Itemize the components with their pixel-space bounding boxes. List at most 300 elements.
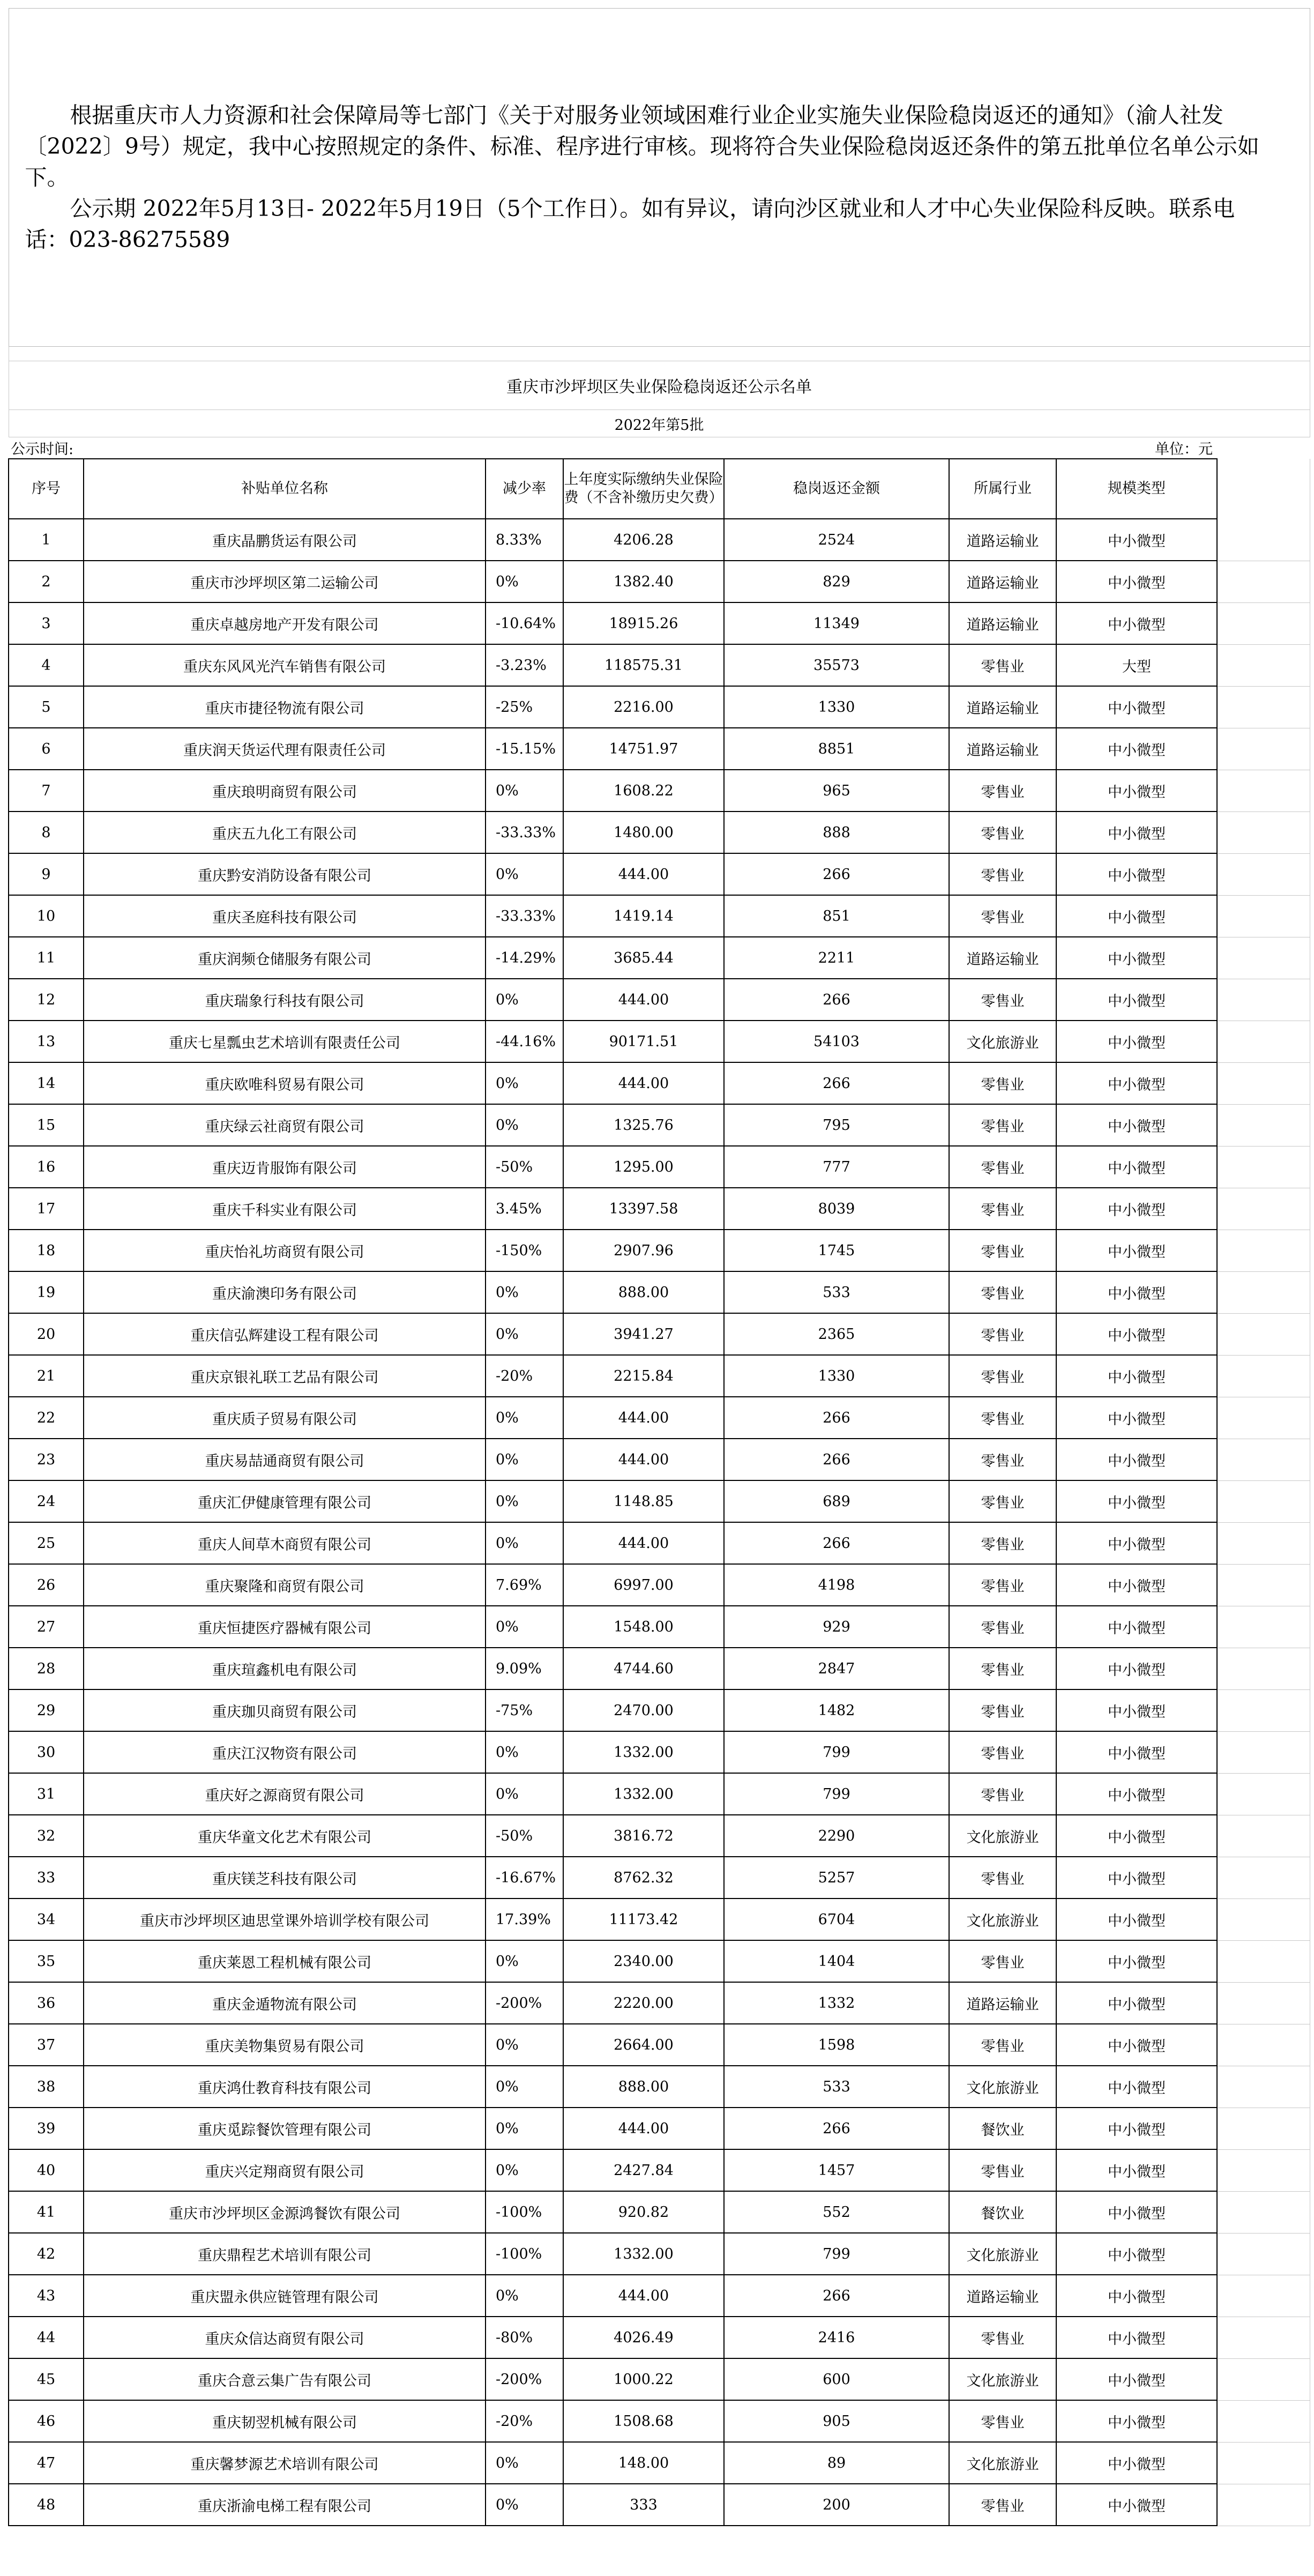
cell-refund: 266 — [724, 1439, 949, 1480]
cell-company: 重庆人间草木商贸有限公司 — [84, 1522, 486, 1564]
cell-scale: 中小微型 — [1056, 2233, 1217, 2275]
cell-premium: 444.00 — [563, 979, 724, 1021]
cell-company: 重庆七星瓢虫艺术培训有限责任公司 — [84, 1021, 486, 1062]
cell-scale: 中小微型 — [1056, 2484, 1217, 2526]
cell-premium: 444.00 — [563, 1062, 724, 1104]
cell-index: 31 — [9, 1773, 84, 1815]
cell-index: 36 — [9, 1982, 84, 2024]
cell-industry: 零售业 — [949, 1355, 1056, 1397]
cell-scale: 中小微型 — [1056, 2400, 1217, 2442]
empty-cell — [1217, 2442, 1310, 2484]
cell-company: 重庆盟永供应链管理有限公司 — [84, 2275, 486, 2317]
cell-industry: 零售业 — [949, 1857, 1056, 1899]
cell-industry: 零售业 — [949, 1648, 1056, 1689]
cell-industry: 文化旅游业 — [949, 2066, 1056, 2108]
cell-company: 重庆好之源商贸有限公司 — [84, 1773, 486, 1815]
cell-industry: 餐饮业 — [949, 2191, 1056, 2233]
cell-company: 重庆润天货运代理有限责任公司 — [84, 728, 486, 770]
empty-cell — [1217, 1021, 1310, 1062]
notice-text — [9, 100, 1310, 255]
cell-industry: 零售业 — [949, 1480, 1056, 1522]
cell-premium: 333 — [563, 2484, 724, 2526]
empty-cell — [1217, 644, 1310, 686]
cell-scale: 中小微型 — [1056, 1230, 1217, 1271]
table-row — [9, 2400, 1310, 2442]
table-row — [9, 1606, 1310, 1648]
table-row — [9, 1564, 1310, 1606]
cell-company: 重庆绿云社商贸有限公司 — [84, 1104, 486, 1146]
cell-refund: 888 — [724, 811, 949, 853]
header-reduction-rate: 减少率 — [486, 459, 563, 519]
cell-industry: 零售业 — [949, 1188, 1056, 1230]
cell-company: 重庆鼎程艺术培训有限公司 — [84, 2233, 486, 2275]
empty-cell — [1217, 2484, 1310, 2526]
cell-industry: 道路运输业 — [949, 2275, 1056, 2317]
cell-premium: 4206.28 — [563, 519, 724, 561]
cell-premium: 8762.32 — [563, 1857, 724, 1899]
empty-cell — [1217, 1731, 1310, 1773]
cell-index: 27 — [9, 1606, 84, 1648]
cell-refund: 266 — [724, 979, 949, 1021]
cell-scale: 中小微型 — [1056, 1188, 1217, 1230]
cell-index: 1 — [9, 519, 84, 561]
cell-scale: 中小微型 — [1056, 811, 1217, 853]
empty-cell — [1217, 686, 1310, 728]
table-row — [9, 1815, 1310, 1857]
cell-index: 44 — [9, 2317, 84, 2358]
cell-industry: 零售业 — [949, 1731, 1056, 1773]
cell-premium: 2427.84 — [563, 2149, 724, 2191]
cell-scale: 中小微型 — [1056, 2275, 1217, 2317]
cell-refund: 266 — [724, 2108, 949, 2149]
cell-refund: 266 — [724, 1397, 949, 1439]
cell-company: 重庆韧翌机械有限公司 — [84, 2400, 486, 2442]
cell-industry: 餐饮业 — [949, 2108, 1056, 2149]
cell-refund: 1332 — [724, 1982, 949, 2024]
table-row — [9, 811, 1310, 853]
cell-scale: 中小微型 — [1056, 1606, 1217, 1648]
empty-cell — [1217, 2358, 1310, 2400]
cell-company: 重庆金遁物流有限公司 — [84, 1982, 486, 2024]
cell-premium: 1332.00 — [563, 2233, 724, 2275]
cell-company: 重庆质子贸易有限公司 — [84, 1397, 486, 1439]
cell-rate: 0% — [486, 979, 563, 1021]
empty-cell — [1217, 811, 1310, 853]
table-row — [9, 1188, 1310, 1230]
cell-premium: 1508.68 — [563, 2400, 724, 2442]
cell-index: 30 — [9, 1731, 84, 1773]
cell-refund: 1457 — [724, 2149, 949, 2191]
table-row — [9, 728, 1310, 770]
cell-refund: 2524 — [724, 519, 949, 561]
cell-industry: 零售业 — [949, 1439, 1056, 1480]
cell-refund: 1482 — [724, 1689, 949, 1731]
cell-scale: 中小微型 — [1056, 1522, 1217, 1564]
cell-company: 重庆东风风光汽车销售有限公司 — [84, 644, 486, 686]
table-row — [9, 1271, 1310, 1313]
cell-rate: -150% — [486, 1230, 563, 1271]
cell-rate: 0% — [486, 2442, 563, 2484]
empty-cell — [1217, 1940, 1310, 1982]
cell-index: 47 — [9, 2442, 84, 2484]
empty-cell — [1217, 1104, 1310, 1146]
cell-rate: 0% — [486, 1104, 563, 1146]
cell-rate: -50% — [486, 1146, 563, 1188]
cell-rate: -20% — [486, 1355, 563, 1397]
cell-refund: 200 — [724, 2484, 949, 2526]
empty-cell — [1217, 459, 1310, 519]
cell-premium: 2215.84 — [563, 1355, 724, 1397]
cell-index: 20 — [9, 1313, 84, 1355]
cell-premium: 1548.00 — [563, 1606, 724, 1648]
cell-industry: 零售业 — [949, 1689, 1056, 1731]
cell-index: 39 — [9, 2108, 84, 2149]
table-row — [9, 2149, 1310, 2191]
empty-cell — [1217, 1480, 1310, 1522]
cell-company: 重庆珈贝商贸有限公司 — [84, 1689, 486, 1731]
cell-rate: 0% — [486, 1397, 563, 1439]
cell-rate: 0% — [486, 1522, 563, 1564]
cell-rate: -33.33% — [486, 895, 563, 937]
cell-industry: 文化旅游业 — [949, 1899, 1056, 1940]
cell-rate: -33.33% — [486, 811, 563, 853]
cell-scale: 中小微型 — [1056, 728, 1217, 770]
cell-index: 42 — [9, 2233, 84, 2275]
cell-industry: 文化旅游业 — [949, 2358, 1056, 2400]
cell-refund: 266 — [724, 1062, 949, 1104]
cell-company: 重庆兴定翔商贸有限公司 — [84, 2149, 486, 2191]
cell-index: 16 — [9, 1146, 84, 1188]
cell-premium: 1295.00 — [563, 1146, 724, 1188]
cell-index: 9 — [9, 853, 84, 895]
cell-company: 重庆合意云集广告有限公司 — [84, 2358, 486, 2400]
cell-scale: 中小微型 — [1056, 895, 1217, 937]
publish-time-label: 公示时间: — [9, 437, 563, 459]
cell-index: 25 — [9, 1522, 84, 1564]
cell-rate: -80% — [486, 2317, 563, 2358]
cell-company: 重庆华童文化艺术有限公司 — [84, 1815, 486, 1857]
empty-cell — [1217, 1439, 1310, 1480]
cell-scale: 中小微型 — [1056, 1146, 1217, 1188]
cell-rate: 0% — [486, 2275, 563, 2317]
cell-rate: 0% — [486, 1480, 563, 1522]
cell-scale: 中小微型 — [1056, 1731, 1217, 1773]
cell-scale: 中小微型 — [1056, 1062, 1217, 1104]
cell-premium: 1480.00 — [563, 811, 724, 853]
cell-rate: -100% — [486, 2191, 563, 2233]
cell-premium: 1419.14 — [563, 895, 724, 937]
cell-industry: 零售业 — [949, 1271, 1056, 1313]
cell-company: 重庆美物集贸易有限公司 — [84, 2024, 486, 2066]
cell-index: 40 — [9, 2149, 84, 2191]
table-row — [9, 2358, 1310, 2400]
cell-scale: 中小微型 — [1056, 853, 1217, 895]
table-row — [9, 644, 1310, 686]
cell-company: 重庆市捷径物流有限公司 — [84, 686, 486, 728]
cell-company: 重庆瑞象行科技有限公司 — [84, 979, 486, 1021]
cell-industry: 文化旅游业 — [949, 2442, 1056, 2484]
cell-rate: -75% — [486, 1689, 563, 1731]
empty-cell — [1217, 2149, 1310, 2191]
cell-index: 11 — [9, 937, 84, 979]
table-title: 重庆市沙坪坝区失业保险稳岗返还公示名单 — [9, 361, 1310, 410]
cell-refund: 266 — [724, 1522, 949, 1564]
cell-scale: 中小微型 — [1056, 2149, 1217, 2191]
cell-industry: 零售业 — [949, 1313, 1056, 1355]
cell-rate: -3.23% — [486, 644, 563, 686]
cell-rate: 0% — [486, 1731, 563, 1773]
table-row — [9, 2233, 1310, 2275]
cell-premium: 4744.60 — [563, 1648, 724, 1689]
table-row — [9, 1397, 1310, 1439]
table-row — [9, 2191, 1310, 2233]
cell-premium: 1608.22 — [563, 770, 724, 811]
cell-refund: 851 — [724, 895, 949, 937]
notice-cell — [9, 9, 1310, 347]
cell-company: 重庆众信达商贸有限公司 — [84, 2317, 486, 2358]
cell-index: 2 — [9, 561, 84, 602]
cell-rate: -14.29% — [486, 937, 563, 979]
cell-scale: 中小微型 — [1056, 1021, 1217, 1062]
cell-premium: 920.82 — [563, 2191, 724, 2233]
cell-scale: 中小微型 — [1056, 1940, 1217, 1982]
cell-index: 41 — [9, 2191, 84, 2233]
cell-rate: 0% — [486, 2149, 563, 2191]
cell-premium: 1382.40 — [563, 561, 724, 602]
cell-industry: 零售业 — [949, 2149, 1056, 2191]
cell-premium: 1332.00 — [563, 1731, 724, 1773]
cell-rate: -100% — [486, 2233, 563, 2275]
cell-index: 6 — [9, 728, 84, 770]
cell-rate: 17.39% — [486, 1899, 563, 1940]
table-row — [9, 1146, 1310, 1188]
cell-company: 重庆晶鹏货运有限公司 — [84, 519, 486, 561]
cell-rate: 8.33% — [486, 519, 563, 561]
table-row — [9, 561, 1310, 602]
cell-scale: 中小微型 — [1056, 686, 1217, 728]
cell-index: 10 — [9, 895, 84, 937]
cell-refund: 6704 — [724, 1899, 949, 1940]
cell-premium: 3816.72 — [563, 1815, 724, 1857]
cell-premium: 3941.27 — [563, 1313, 724, 1355]
table-row — [9, 2275, 1310, 2317]
table-row — [9, 770, 1310, 811]
cell-industry: 零售业 — [949, 770, 1056, 811]
cell-refund: 11349 — [724, 602, 949, 644]
cell-refund: 2416 — [724, 2317, 949, 2358]
cell-industry: 道路运输业 — [949, 937, 1056, 979]
cell-index: 4 — [9, 644, 84, 686]
cell-rate: -15.15% — [486, 728, 563, 770]
cell-company: 重庆觅踪餐饮管理有限公司 — [84, 2108, 486, 2149]
cell-industry: 零售业 — [949, 895, 1056, 937]
table-row — [9, 1439, 1310, 1480]
cell-premium: 148.00 — [563, 2442, 724, 2484]
cell-index: 29 — [9, 1689, 84, 1731]
cell-premium: 444.00 — [563, 853, 724, 895]
cell-refund: 54103 — [724, 1021, 949, 1062]
header-row — [9, 459, 1310, 519]
cell-industry: 零售业 — [949, 979, 1056, 1021]
cell-refund: 1598 — [724, 2024, 949, 2066]
cell-premium: 1148.85 — [563, 1480, 724, 1522]
cell-rate: 0% — [486, 1313, 563, 1355]
cell-rate: 0% — [486, 561, 563, 602]
cell-rate: 0% — [486, 1439, 563, 1480]
cell-refund: 533 — [724, 1271, 949, 1313]
cell-refund: 552 — [724, 2191, 949, 2233]
cell-premium: 6997.00 — [563, 1564, 724, 1606]
cell-company: 重庆镁芝科技有限公司 — [84, 1857, 486, 1899]
cell-company: 重庆黔安消防设备有限公司 — [84, 853, 486, 895]
empty-cell — [1217, 1648, 1310, 1689]
header-scale: 规模类型 — [1056, 459, 1217, 519]
cell-industry: 零售业 — [949, 644, 1056, 686]
table-row — [9, 1731, 1310, 1773]
cell-index: 37 — [9, 2024, 84, 2066]
cell-company: 重庆市沙坪坝区第二运输公司 — [84, 561, 486, 602]
cell-company: 重庆瑄鑫机电有限公司 — [84, 1648, 486, 1689]
cell-scale: 中小微型 — [1056, 2358, 1217, 2400]
empty-cell — [1217, 2024, 1310, 2066]
cell-company: 重庆信弘辉建设工程有限公司 — [84, 1313, 486, 1355]
cell-index: 33 — [9, 1857, 84, 1899]
cell-rate: 3.45% — [486, 1188, 563, 1230]
cell-company: 重庆易喆通商贸有限公司 — [84, 1439, 486, 1480]
cell-refund: 600 — [724, 2358, 949, 2400]
cell-premium: 4026.49 — [563, 2317, 724, 2358]
table-row — [9, 1982, 1310, 2024]
header-index: 序号 — [9, 459, 84, 519]
cell-scale: 中小微型 — [1056, 1439, 1217, 1480]
empty-cell — [1217, 728, 1310, 770]
table-row — [9, 2442, 1310, 2484]
cell-premium: 14751.97 — [563, 728, 724, 770]
cell-rate: 0% — [486, 2484, 563, 2526]
empty-cell — [1217, 561, 1310, 602]
cell-scale: 中小微型 — [1056, 1104, 1217, 1146]
cell-industry: 零售业 — [949, 2400, 1056, 2442]
empty-cell — [1217, 1857, 1310, 1899]
cell-index: 5 — [9, 686, 84, 728]
empty-row — [9, 347, 1310, 361]
batch-label: 2022年第5批 — [9, 410, 1310, 437]
cell-company: 重庆汇伊健康管理有限公司 — [84, 1480, 486, 1522]
empty-cell — [1217, 1564, 1310, 1606]
table-row — [9, 2317, 1310, 2358]
cell-refund: 533 — [724, 2066, 949, 2108]
empty-cell — [1217, 1271, 1310, 1313]
cell-index: 12 — [9, 979, 84, 1021]
cell-scale: 中小微型 — [1056, 1815, 1217, 1857]
cell-refund: 35573 — [724, 644, 949, 686]
cell-industry: 道路运输业 — [949, 1982, 1056, 2024]
table-row — [9, 602, 1310, 644]
table-row — [9, 1062, 1310, 1104]
cell-rate: 0% — [486, 1940, 563, 1982]
cell-premium: 2907.96 — [563, 1230, 724, 1271]
cell-industry: 零售业 — [949, 811, 1056, 853]
cell-rate: 0% — [486, 2024, 563, 2066]
table-row — [9, 519, 1310, 561]
cell-company: 重庆市沙坪坝区金源鸿餐饮有限公司 — [84, 2191, 486, 2233]
cell-refund: 965 — [724, 770, 949, 811]
cell-index: 46 — [9, 2400, 84, 2442]
cell-rate: -20% — [486, 2400, 563, 2442]
cell-refund: 1404 — [724, 1940, 949, 1982]
cell-scale: 中小微型 — [1056, 2108, 1217, 2149]
table-row — [9, 2066, 1310, 2108]
cell-premium: 888.00 — [563, 2066, 724, 2108]
cell-rate: -10.64% — [486, 602, 563, 644]
cell-rate: -200% — [486, 2358, 563, 2400]
cell-scale: 中小微型 — [1056, 2066, 1217, 2108]
table-row — [9, 1940, 1310, 1982]
cell-refund: 2211 — [724, 937, 949, 979]
cell-scale: 中小微型 — [1056, 1397, 1217, 1439]
cell-industry: 零售业 — [949, 1146, 1056, 1188]
table-row — [9, 1857, 1310, 1899]
table-row — [9, 2484, 1310, 2526]
empty-cell — [1217, 1146, 1310, 1188]
cell-scale: 中小微型 — [1056, 979, 1217, 1021]
cell-index: 48 — [9, 2484, 84, 2526]
cell-refund: 1745 — [724, 1230, 949, 1271]
cell-scale: 中小微型 — [1056, 937, 1217, 979]
table-row — [9, 2024, 1310, 2066]
empty-cell — [1217, 1522, 1310, 1564]
cell-index: 35 — [9, 1940, 84, 1982]
empty-cell — [1217, 895, 1310, 937]
cell-scale: 中小微型 — [1056, 1564, 1217, 1606]
empty-cell — [1217, 602, 1310, 644]
cell-scale: 中小微型 — [1056, 1899, 1217, 1940]
cell-scale: 中小微型 — [1056, 602, 1217, 644]
cell-industry: 零售业 — [949, 853, 1056, 895]
cell-rate: 0% — [486, 770, 563, 811]
table-body — [9, 519, 1310, 2526]
cell-refund: 829 — [724, 561, 949, 602]
empty-cell — [1217, 2400, 1310, 2442]
cell-rate: 0% — [486, 1271, 563, 1313]
cell-premium: 90171.51 — [563, 1021, 724, 1062]
cell-index: 8 — [9, 811, 84, 853]
cell-premium: 444.00 — [563, 1397, 724, 1439]
cell-company: 重庆千科实业有限公司 — [84, 1188, 486, 1230]
empty-cell — [1217, 1773, 1310, 1815]
cell-refund: 799 — [724, 1773, 949, 1815]
table-row — [9, 1230, 1310, 1271]
cell-rate: 0% — [486, 2108, 563, 2149]
cell-refund: 89 — [724, 2442, 949, 2484]
cell-refund: 4198 — [724, 1564, 949, 1606]
cell-rate: -25% — [486, 686, 563, 728]
cell-index: 38 — [9, 2066, 84, 2108]
empty-cell — [1217, 1982, 1310, 2024]
empty-cell — [1217, 1397, 1310, 1439]
cell-rate: -44.16% — [486, 1021, 563, 1062]
cell-scale: 中小微型 — [1056, 2191, 1217, 2233]
cell-index: 24 — [9, 1480, 84, 1522]
cell-industry: 零售业 — [949, 1606, 1056, 1648]
cell-industry: 文化旅游业 — [949, 1815, 1056, 1857]
empty-cell — [1217, 1899, 1310, 1940]
cell-refund: 8851 — [724, 728, 949, 770]
empty-cell — [1217, 2108, 1310, 2149]
cell-rate: 0% — [486, 1606, 563, 1648]
cell-index: 28 — [9, 1648, 84, 1689]
table-row — [9, 1480, 1310, 1522]
